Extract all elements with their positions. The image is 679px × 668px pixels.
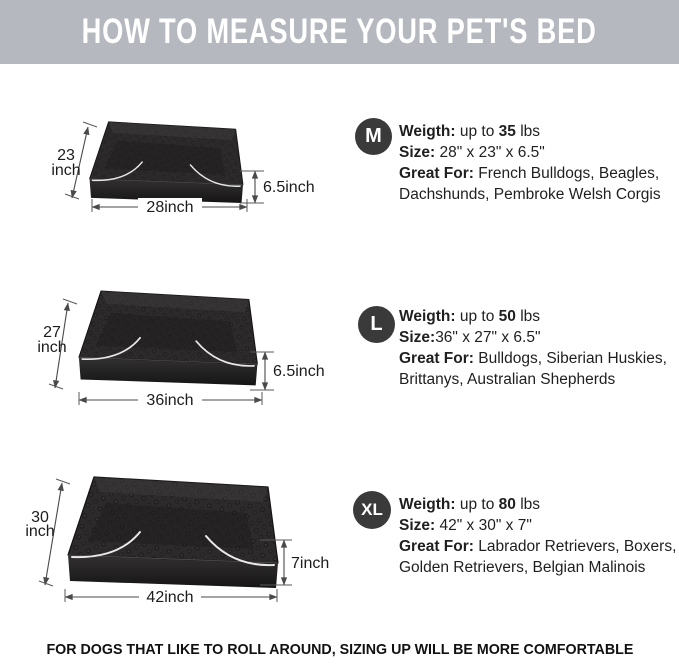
page-title: HOW TO MEASURE YOUR PET'S BED [81, 12, 597, 51]
depth-unit: inch [37, 339, 67, 356]
depth-value: 23 [57, 147, 75, 164]
depth-value: 27 [43, 324, 61, 341]
size-line: Size: 42" x 30" x 7" [399, 517, 532, 534]
page-footer [0, 641, 679, 658]
size-line: Size: 28" x 23" x 6.5" [399, 144, 545, 161]
great-for-line2: Golden Retrievers, Belgian Malinois [399, 559, 646, 576]
great-for-line2: Brittanys, Australian Shepherds [399, 371, 616, 388]
size-spec-l [399, 306, 679, 390]
size-spec-m [399, 121, 679, 205]
great-for-line1: Great For: Labrador Retrievers, Boxers, [399, 538, 677, 555]
depth-unit: inch [25, 523, 55, 540]
bed-diagram-xl [0, 452, 340, 622]
depth-value: 30 [31, 509, 49, 526]
great-for-line2: Dachshunds, Pembroke Welsh Corgis [399, 186, 661, 203]
height-label: 7inch [291, 555, 330, 572]
weight-line: Weigth: up to 50 lbs [399, 308, 541, 325]
size-badge-m: M [355, 118, 392, 155]
size-spec-xl [399, 494, 679, 578]
width-label: 42inch [146, 589, 194, 606]
page-header [0, 0, 679, 64]
bed-illustration-xl [68, 477, 278, 588]
width-label: 36inch [146, 392, 194, 409]
height-label: 6.5inch [273, 363, 325, 380]
great-for-line1: Great For: Bulldogs, Siberian Huskies, [399, 350, 667, 367]
depth-unit: inch [51, 162, 81, 179]
height-label: 6.5inch [263, 179, 315, 196]
size-badge-xl: XL [353, 491, 391, 529]
bed-diagram-m [0, 95, 340, 230]
size-badge-l: L [358, 306, 395, 343]
bed-diagram-l [0, 268, 340, 420]
footer-note: FOR DOGS THAT LIKE TO ROLL AROUND, SIZING UP WILL BE MORE COMFORTABLE [46, 641, 633, 658]
weight-line: Weigth: up to 80 lbs [399, 496, 541, 513]
size-line: Size:36" x 27" x 6.5" [399, 329, 541, 346]
width-label: 28inch [146, 199, 194, 216]
weight-line: Weigth: up to 35 lbs [399, 123, 541, 140]
great-for-line1: Great For: French Bulldogs, Beagles, [399, 165, 660, 182]
bed-illustration-l [79, 291, 258, 385]
bed-illustration-m [90, 122, 243, 203]
